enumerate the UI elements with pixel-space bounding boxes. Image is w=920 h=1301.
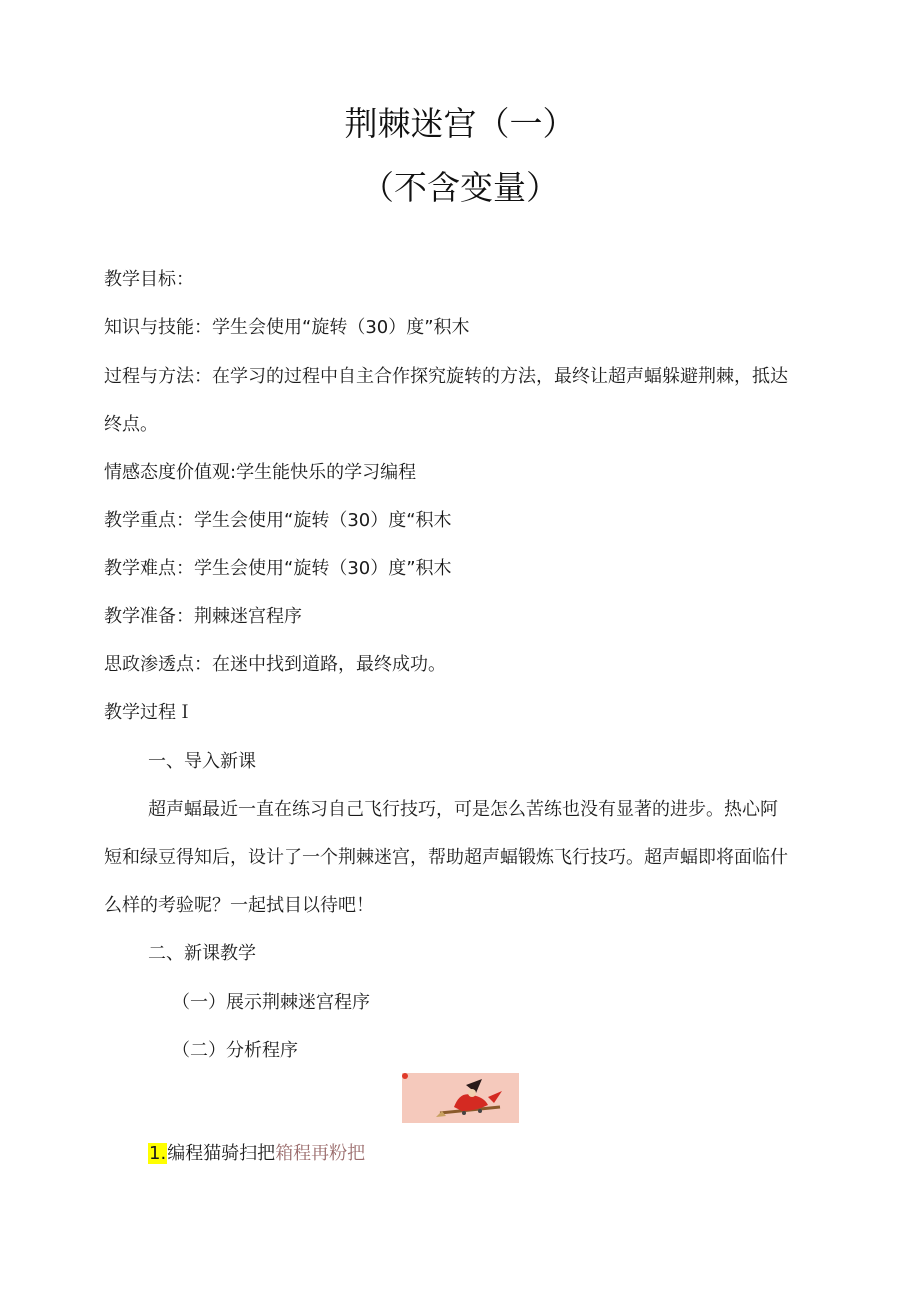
step-1-text: 编程猫骑扫把 (167, 1143, 276, 1164)
preparation-line: 教学准备：荆棘迷宫程序 (104, 606, 302, 627)
intro-paragraph-line-3: 么样的考验呢？一起拭目以待吧！ (104, 895, 374, 916)
process-methods-line: 过程与方法：在学习的过程中自主合作探究旋转的方法，最终让超声蝠躲避荆棘，抵达 (104, 366, 788, 387)
ideology-line: 思政渗透点：在迷中找到道路，最终成功。 (104, 654, 446, 675)
intro-paragraph-line-2: 短和绿豆得知后，设计了一个荆棘迷宫，帮助超声蝠锻炼飞行技巧。超声蝠即将面临什 (104, 847, 788, 868)
witch-on-broom-icon (402, 1073, 519, 1123)
process-heading: 教学过程Ｉ (104, 702, 194, 723)
step-1-line (148, 1142, 365, 1166)
intro-paragraph-line-1: 超声蝠最近一直在练习自己飞行技巧，可是怎么苦练也没有显著的进步。热心阿 (148, 799, 778, 820)
section-intro-heading: 一、导入新课 (148, 751, 256, 772)
knowledge-skills-line: 知识与技能：学生会使用“旋转（30）度”积木 (104, 317, 470, 338)
process-methods-line-cont: 终点。 (104, 414, 158, 435)
key-point-line: 教学重点：学生会使用“旋转（30）度“积木 (104, 510, 452, 531)
step-1-pink-text: 箱程再粉把 (275, 1143, 366, 1164)
emotion-values-line: 情感态度价值观:学生能快乐的学习编程 (104, 462, 417, 483)
objectives-heading: 教学目标： (104, 269, 194, 290)
difficulty-line: 教学难点：学生会使用“旋转（30）度”积木 (104, 558, 452, 579)
document-subtitle: （不含变量） (361, 168, 559, 207)
subsection-analyze-program: （二）分析程序 (172, 1040, 298, 1061)
section-new-lesson-heading: 二、新课教学 (148, 943, 256, 964)
subsection-show-program: （一）展示荆棘迷宫程序 (172, 992, 370, 1013)
document-title: 荆棘迷宫（一） (344, 104, 576, 143)
step-1-number: 1. (149, 1143, 167, 1164)
witch-broom-image (402, 1073, 519, 1123)
